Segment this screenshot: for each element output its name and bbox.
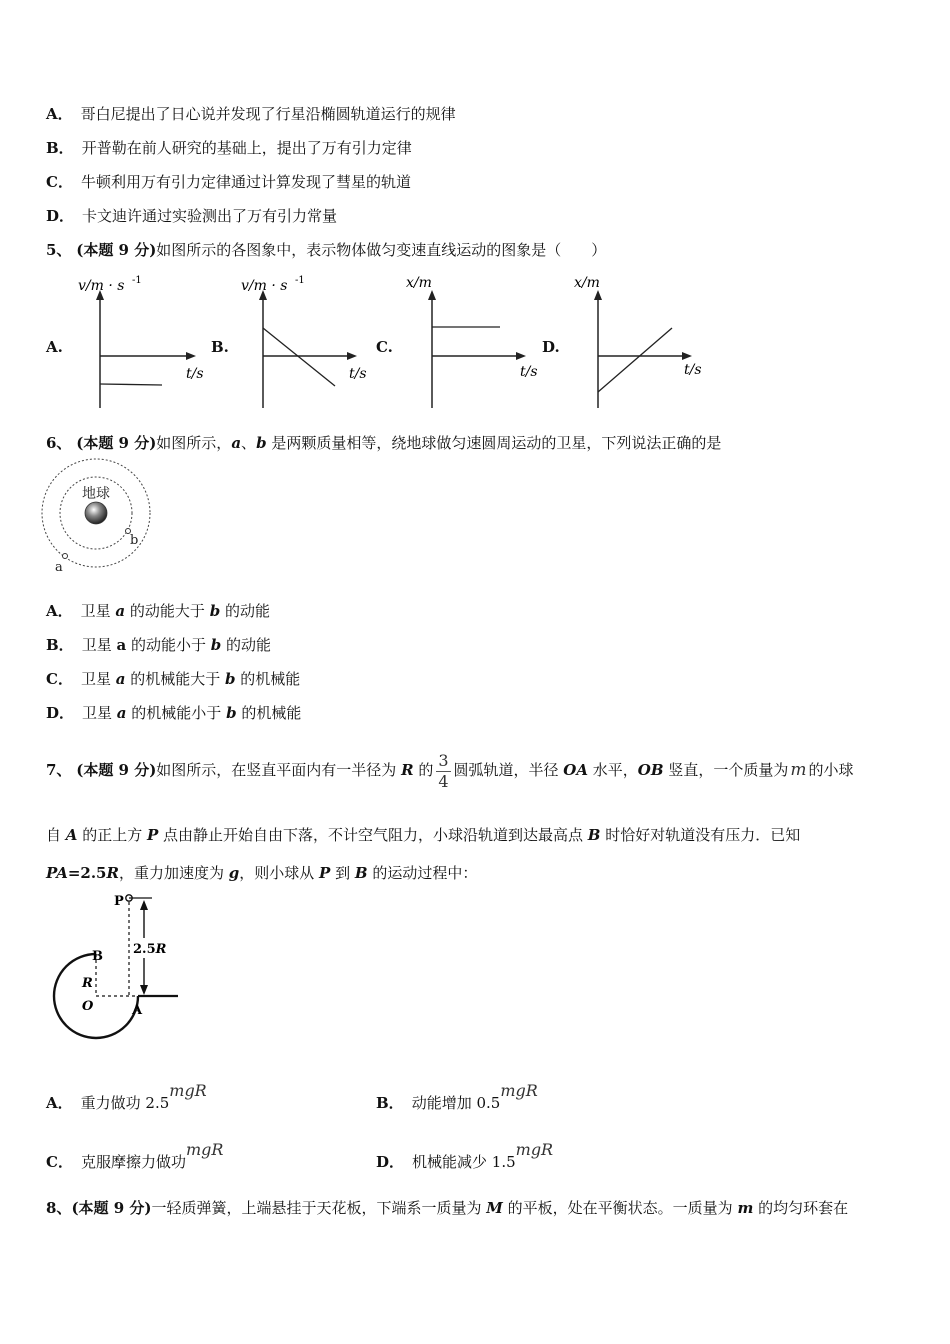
fraction-numerator: 3 [438, 750, 449, 770]
option-text: 卫星 [82, 704, 117, 722]
q7-option-b [376, 1081, 538, 1113]
satellite-a-label: a [55, 560, 63, 575]
option-label: B． [46, 139, 74, 157]
var-M: M [486, 1199, 503, 1217]
question-text: 如图所示，在竖直平面内有一半径为 [156, 761, 402, 779]
var-R: R [106, 864, 119, 882]
var-a: a [115, 602, 126, 620]
earth-icon [85, 502, 107, 524]
option-text: 克服摩擦力做功 [80, 1153, 186, 1171]
option-text: 卡文迪许通过实验测出了万有引力常量 [82, 207, 338, 225]
question-text: 竖直，一个质量为 [663, 761, 789, 779]
graph-b-ylabel: v/m · s [241, 278, 288, 294]
var-a: a [116, 636, 127, 654]
graph-b-label: B. [211, 338, 229, 356]
option-label: C． [46, 670, 73, 688]
question-text: ，则小球从 [239, 864, 320, 882]
graph-d-ylabel: x/m [574, 275, 600, 291]
option-label: C． [46, 173, 73, 191]
graph-d [566, 270, 711, 412]
option-math: mgR [500, 1081, 538, 1100]
var-a: a [115, 670, 126, 688]
graph-c [400, 270, 540, 412]
question-text: 点由静止开始自由下落，不计空气阻力，小球沿轨道到达最高点 [158, 826, 588, 844]
option-label: A． [46, 105, 73, 123]
var-b: b [226, 704, 237, 722]
label-r: R [82, 976, 93, 991]
q5-stem [46, 239, 606, 260]
graph-c-label: C. [376, 338, 393, 356]
var-R: R [401, 761, 414, 779]
question-tag: (本题 9 分) [76, 761, 157, 779]
option-text-mid: 的动能小于 [126, 636, 211, 654]
q6-option-c [46, 668, 300, 689]
option-text-end: 的动能 [221, 636, 272, 654]
var-b: b [225, 670, 236, 688]
track-figure [40, 888, 190, 1048]
label-a: A [132, 1003, 143, 1018]
question-text: 的运动过程中： [367, 864, 478, 882]
question-text: 的平板，处在平衡状态。一质量为 [502, 1199, 738, 1217]
q7-stem-line1 [46, 736, 853, 804]
question-text: 到 [330, 864, 355, 882]
q8-stem [46, 1197, 848, 1218]
graph-a-ysup: -1 [132, 275, 142, 286]
question-text: 如图所示， [156, 434, 232, 452]
var-b: b [209, 602, 221, 620]
value-text: =2.5 [67, 864, 107, 882]
option-text-end: 的动能 [220, 602, 270, 620]
var-PA: PA [46, 864, 68, 882]
graph-c-xlabel: t/s [520, 364, 538, 380]
option-label: B． [376, 1094, 404, 1112]
question-text: 的 [413, 761, 434, 779]
option-text-end: 的机械能 [236, 704, 302, 722]
orbit-figure [40, 458, 160, 578]
var-B: B [354, 864, 368, 882]
var-a: a [116, 704, 127, 722]
var-b: b [256, 434, 267, 452]
q4-option-d [46, 205, 337, 226]
option-label: D． [46, 207, 75, 225]
q5-graphs [0, 270, 950, 420]
question-number: 8、 [46, 1199, 72, 1217]
var-OB: OB [637, 761, 664, 779]
var-m: m [737, 1199, 754, 1217]
graph-a-xlabel: t/s [186, 366, 204, 382]
question-text: 的均匀环套在 [753, 1199, 849, 1217]
svg-text:2.5R [133, 942, 167, 957]
satellite-b-label: b [130, 533, 139, 548]
option-math: mgR [169, 1081, 207, 1100]
label-b: B [92, 949, 103, 964]
var-b: b [210, 636, 222, 654]
var-OA: OA [563, 761, 589, 779]
question-number: 6、 [46, 434, 72, 452]
option-text-end: 的机械能 [235, 670, 301, 688]
option-math: mgR [515, 1140, 554, 1159]
option-text: 动能增加 0.5 [411, 1094, 501, 1112]
option-text: 牛顿利用万有引力定律通过计算发现了彗星的轨道 [80, 173, 411, 191]
q4-option-b [46, 137, 412, 158]
q6-option-d [46, 702, 301, 723]
question-text: 一轻质弹簧，上端悬挂于天花板，下端系一质量为 [151, 1199, 487, 1217]
var-g: g [228, 864, 240, 882]
option-text: 卫星 [81, 636, 117, 654]
fraction [436, 751, 450, 792]
earth-label: 地球 [82, 486, 110, 502]
q4-option-c [46, 171, 411, 192]
question-text-2: 是两颗质量相等，绕地球做匀速圆周运动的卫星，下列说法正确的是 [266, 434, 722, 452]
height-r: R [155, 942, 167, 957]
option-text-mid: 的机械能大于 [125, 670, 226, 688]
separator: 、 [241, 434, 257, 452]
q6-option-a [46, 600, 270, 621]
option-text: 卫星 [80, 670, 116, 688]
question-number: 7、 [46, 761, 72, 779]
var-B: B [587, 826, 601, 844]
var-P: P [146, 826, 159, 844]
graph-b-ysup: -1 [295, 275, 305, 286]
label-p: P [114, 894, 124, 909]
question-tag: (本题 9 分) [76, 434, 157, 452]
q4-option-a [46, 103, 456, 124]
option-text-mid: 的机械能小于 [126, 704, 227, 722]
option-label: D． [376, 1153, 405, 1171]
option-text: 卫星 [80, 602, 116, 620]
question-text: 水平， [588, 761, 638, 779]
graph-a [70, 270, 210, 412]
option-label: D． [46, 704, 75, 722]
q6-stem [46, 432, 721, 453]
question-text: 如图所示的各图象中，表示物体做匀变速直线运动的图象是（ ） [156, 241, 607, 259]
question-number: 5、 [46, 241, 72, 259]
var-P: P [319, 864, 331, 882]
option-text: 机械能减少 1.5 [412, 1153, 516, 1171]
graph-a-ylabel: v/m · s [78, 278, 125, 294]
option-text: 重力做功 2.5 [80, 1094, 170, 1112]
question-tag: (本题 9 分) [71, 1199, 152, 1217]
graph-b-xlabel: t/s [349, 366, 367, 382]
fraction-denominator: 4 [438, 771, 449, 791]
option-text-mid: 的动能大于 [125, 602, 210, 620]
q6-option-b [46, 634, 271, 655]
question-text: ，重力加速度为 [118, 864, 229, 882]
q7-option-a [46, 1081, 207, 1113]
satellite-a-icon [63, 554, 68, 559]
question-text: 的正上方 [77, 826, 147, 844]
option-text: 哥白尼提出了日心说并发现了行星沿椭圆轨道运行的规律 [80, 105, 456, 123]
q7-option-c [46, 1140, 224, 1172]
graph-d-xlabel: t/s [684, 362, 702, 378]
option-label: A． [46, 1094, 73, 1112]
q7-option-d [376, 1140, 554, 1172]
var-m: m [790, 760, 807, 780]
question-text: 圆弧轨道，半径 [453, 761, 564, 779]
q7-stem-line3 [46, 862, 477, 883]
option-label: B． [46, 636, 74, 654]
graph-a-label: A. [46, 338, 63, 356]
graph-b [235, 270, 375, 412]
question-text: 的小球 [808, 761, 854, 779]
option-text: 开普勒在前人研究的基础上，提出了万有引力定律 [81, 139, 412, 157]
label-o: O [82, 999, 94, 1014]
var-a: a [231, 434, 242, 452]
option-label: C． [46, 1153, 73, 1171]
question-text: 时恰好对轨道没有压力．已知 [600, 826, 801, 844]
question-tag: (本题 9 分) [76, 241, 157, 259]
option-label: A． [46, 602, 73, 620]
height-number: 2.5 [133, 942, 156, 957]
graph-d-label: D. [542, 338, 560, 356]
var-A: A [65, 826, 78, 844]
option-math: mgR [185, 1140, 224, 1159]
graph-c-ylabel: x/m [406, 275, 432, 291]
q7-stem-line2 [46, 824, 800, 845]
question-text: 自 [46, 826, 66, 844]
